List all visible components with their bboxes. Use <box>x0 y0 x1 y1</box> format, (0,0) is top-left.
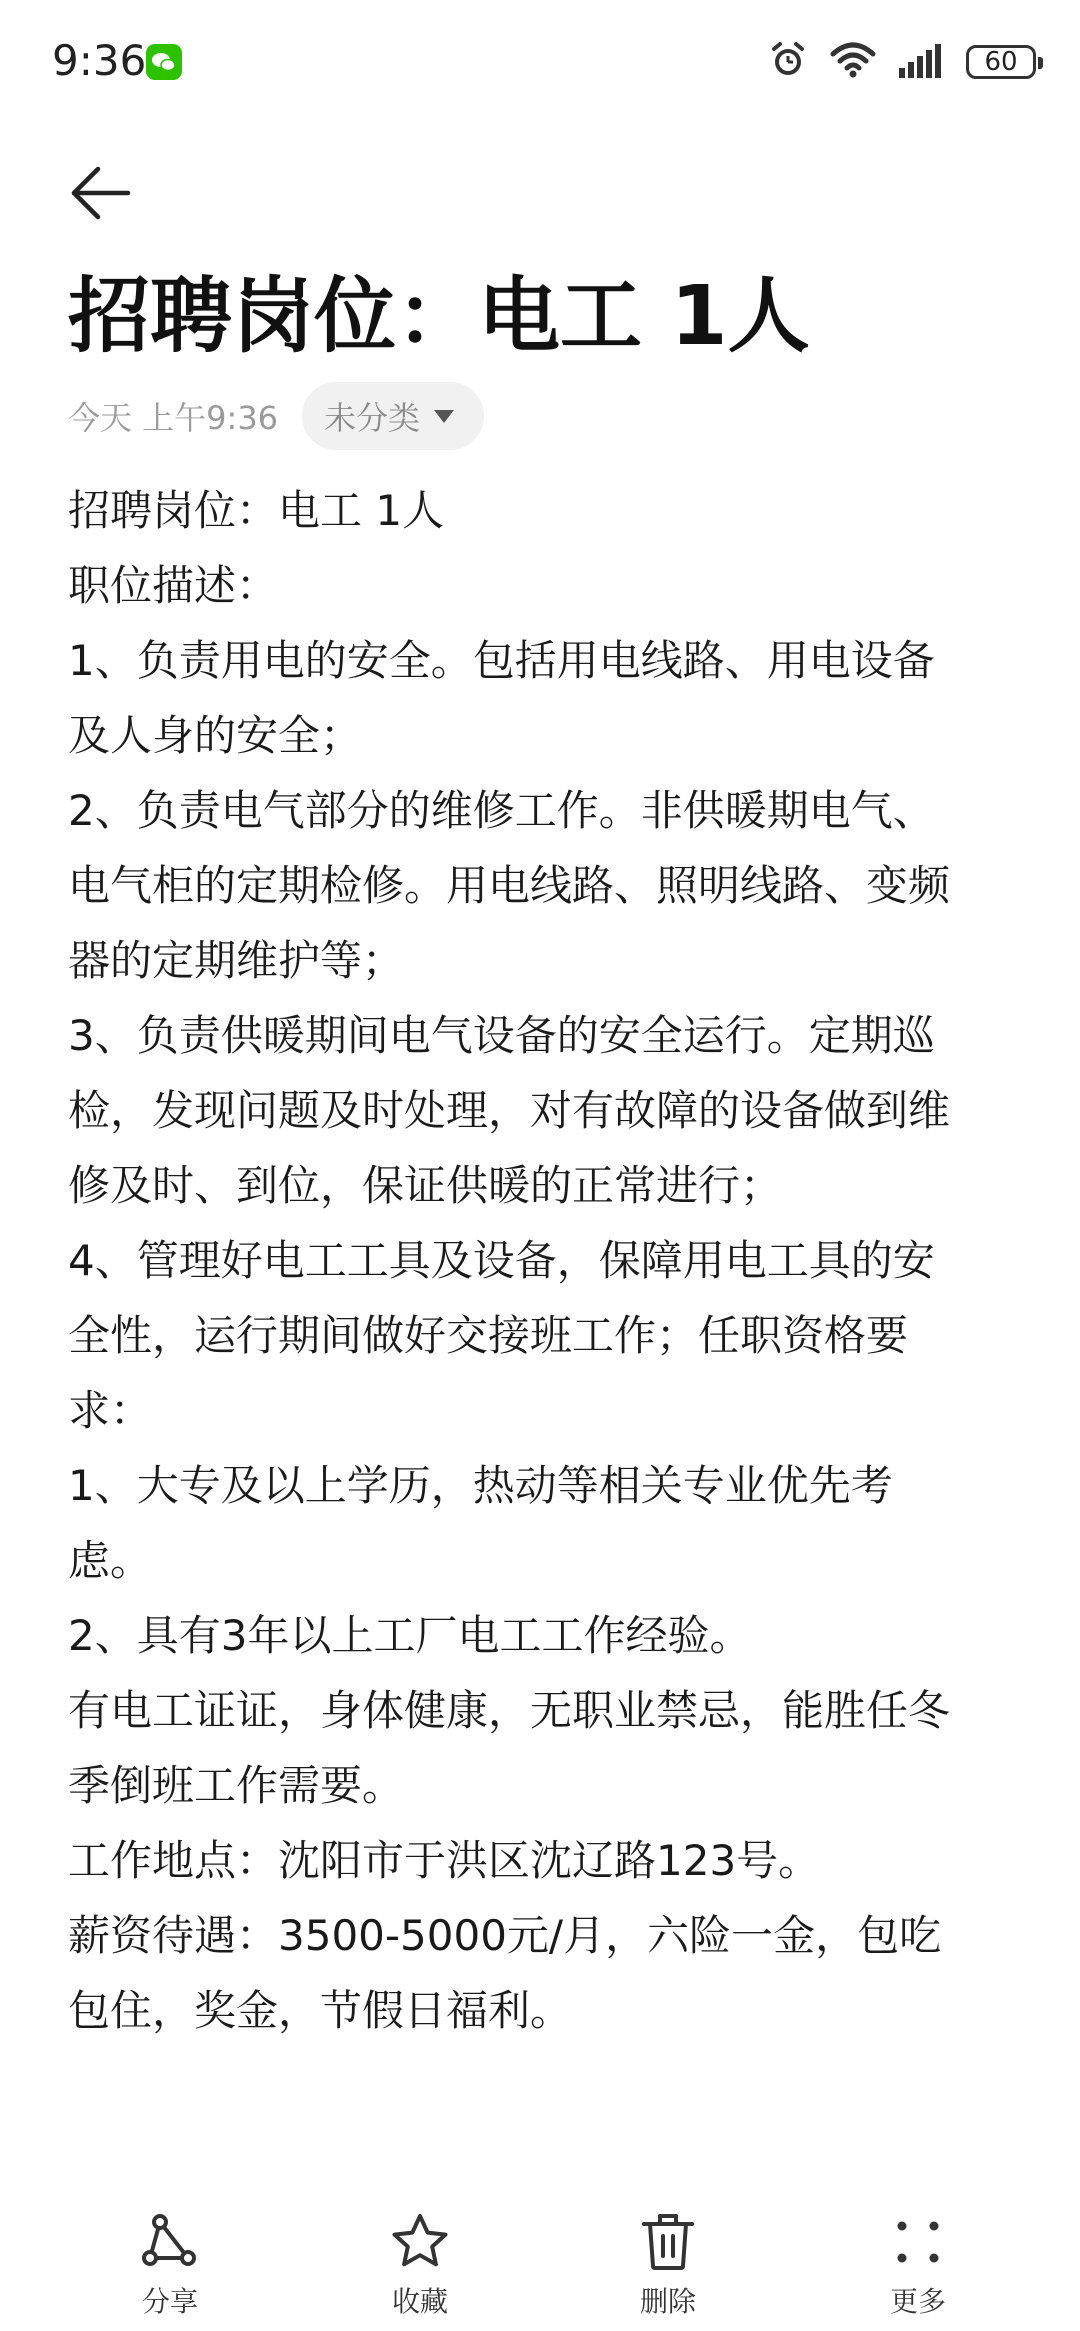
star-icon <box>388 2210 452 2274</box>
delete-button[interactable] <box>598 2210 738 2320</box>
back-button[interactable] <box>60 155 140 235</box>
share-icon <box>138 2210 202 2274</box>
note-line: 有电工证证，身体健康，无职业禁忌，能胜任冬 <box>68 1686 951 1735</box>
more-button[interactable] <box>848 2210 988 2320</box>
note-line: 薪资待遇：3500-5000元/月，六险一金，包吃 <box>68 1911 942 1960</box>
note-line: 1、负责用电的安全。包括用电线路、用电设备 <box>68 636 935 685</box>
note-title[interactable]: 招聘岗位：电工 1人 <box>68 269 810 364</box>
note-line: 检，发现问题及时处理，对有故障的设备做到维 <box>68 1086 951 1135</box>
note-line: 4、管理好电工工具及设备，保障用电工具的安 <box>68 1236 935 1285</box>
category-dropdown[interactable] <box>302 382 484 450</box>
arrow-left-icon <box>68 165 132 225</box>
more-label: 更多 <box>889 2285 946 2318</box>
note-line: 2、负责电气部分的维修工作。非供暖期电气、 <box>68 786 935 835</box>
note-line: 职位描述： <box>68 561 279 610</box>
battery-level: 60 <box>984 47 1018 77</box>
note-line: 器的定期维护等； <box>68 936 405 985</box>
more-dots-icon <box>886 2210 950 2274</box>
note-date: 今天 上午9:36 <box>68 399 279 437</box>
note-content[interactable] <box>68 473 1018 2048</box>
trash-icon <box>636 2210 700 2274</box>
delete-label: 删除 <box>639 2285 696 2318</box>
battery-icon <box>966 45 1036 79</box>
signal-icon <box>898 42 944 82</box>
share-label: 分享 <box>141 2285 198 2318</box>
alarm-icon <box>768 40 808 84</box>
note-line: 求： <box>68 1386 153 1435</box>
note-line: 包住，奖金，节假日福利。 <box>68 1986 573 2035</box>
note-line: 招聘岗位：电工 1人 <box>68 486 445 535</box>
note-line: 及人身的安全； <box>68 711 363 760</box>
note-line: 虑。 <box>68 1536 153 1585</box>
category-label: 未分类 <box>324 399 421 437</box>
share-button[interactable] <box>100 2210 240 2320</box>
bottom-toolbar <box>0 2210 1080 2331</box>
note-line: 2、具有3年以上工厂电工工作经验。 <box>68 1611 752 1660</box>
status-time: 9:36 <box>52 36 147 85</box>
favorite-label: 收藏 <box>391 2285 448 2318</box>
note-meta <box>68 382 484 450</box>
wechat-notification-icon <box>146 44 182 80</box>
caret-down-icon <box>434 410 454 423</box>
note-line: 3、负责供暖期间电气设备的安全运行。定期巡 <box>68 1011 935 1060</box>
note-line: 全性，运行期间做好交接班工作；任职资格要 <box>68 1311 909 1360</box>
note-line: 季倒班工作需要。 <box>68 1761 405 1810</box>
status-indicators <box>768 40 1036 84</box>
note-line: 修及时、到位，保证供暖的正常进行； <box>68 1161 783 1210</box>
wifi-icon <box>830 40 876 84</box>
status-bar <box>0 0 1080 120</box>
note-line: 工作地点：沈阳市于洪区沈辽路123号。 <box>68 1836 821 1885</box>
favorite-button[interactable] <box>350 2210 490 2320</box>
note-line: 1、大专及以上学历，热动等相关专业优先考 <box>68 1461 893 1510</box>
note-line: 电气柜的定期检修。用电线路、照明线路、变频 <box>68 861 951 910</box>
